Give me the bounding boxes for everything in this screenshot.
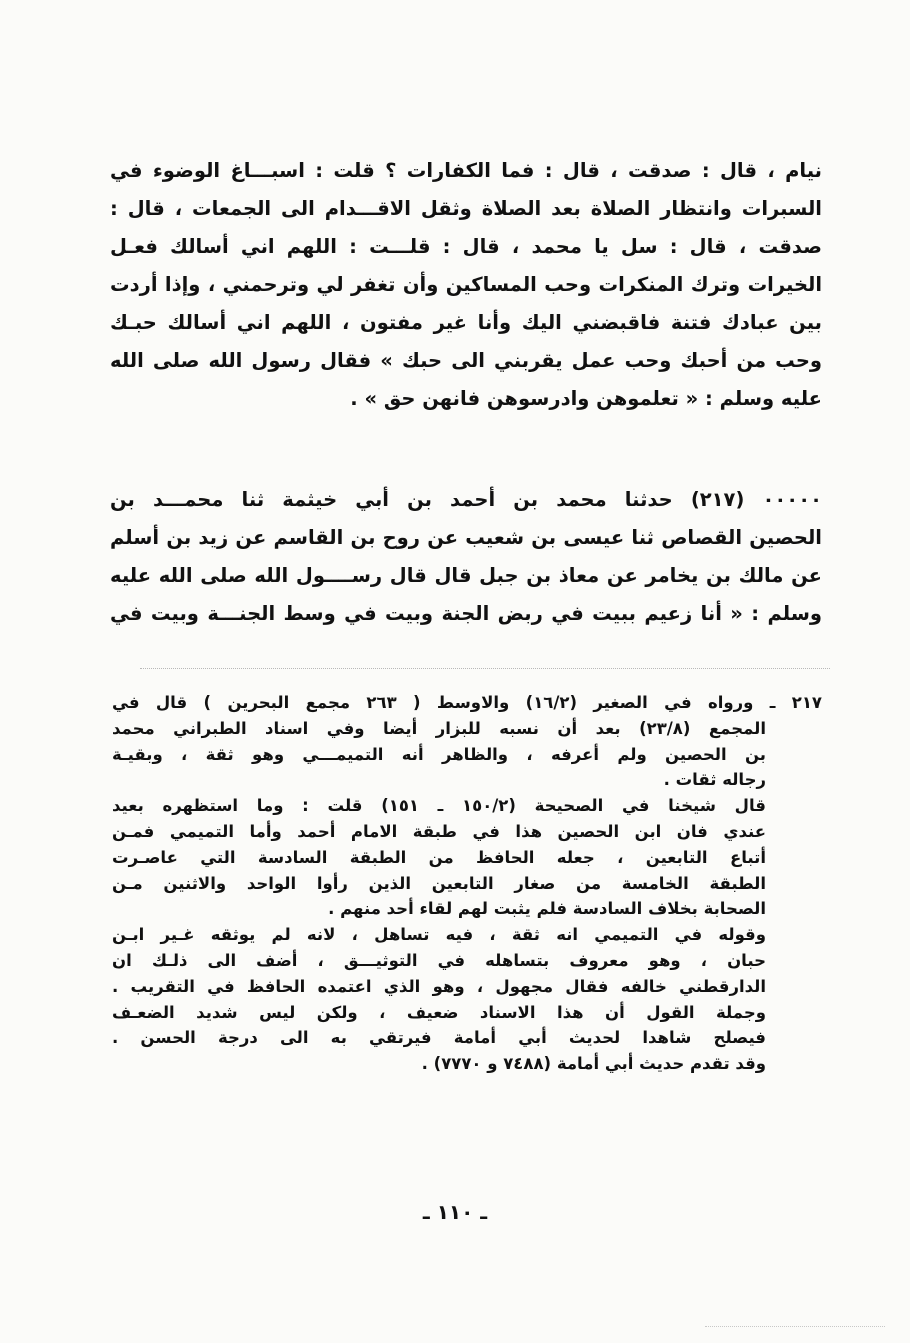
text-line: عليه وسلم : « تعلموهن وادرسوهن فانهن حق » . [350, 387, 822, 410]
text-line: نيام ، قال : صدقت ، قال : فما الكفارات ؟ قلت : اسبـــاغ الوضوء في [110, 159, 822, 182]
text-line: ٠٠٠٠٠ (٢١٧) حدثنا محمد بن أحمد بن أبي خيثمة ثنا محمـــد بن [110, 488, 822, 511]
footnote-line: وقد تقدم حديث أبي أمامة (٧٤٨٨ و ٧٧٧٠) . [421, 1054, 766, 1074]
text-line: السبرات وانتظار الصلاة بعد الصلاة وثقل الاقـــدام الى الجمعات ، قال : [110, 197, 822, 220]
footnote-line: الطبقة الخامسة من صغار التابعين الذين رأوا الواحد والاثنين مـن [112, 873, 766, 893]
footnote-line: ٢١٧ ـ ورواه في الصغير (١٦/٢) والاوسط ( ٢٦٣ مجمع البحرين ) قال في [112, 693, 822, 712]
hadith-paragraph-217 [110, 481, 822, 633]
footnote-line: المجمع (٢٣/٨) بعد أن نسبه للبزار أيضا وفي اسناد الطبراني محمد [112, 718, 766, 738]
footnote-line: فيصلح شاهدا لحديث أبي أمامة فيرتقي به الى درجة الحسن . [112, 1028, 766, 1048]
footnote-line: رجاله ثقات . [663, 770, 766, 790]
text-line: الحصين القصاص ثنا عيسى بن شعيب عن روح بن القاسم عن زيد بن أسلم [110, 526, 822, 549]
footnote-line: حبان ، وهو معروف بتساهله في التوثيـــق ، أضف الى ذلـك ان [112, 950, 766, 970]
text-line: عن مالك بن يخامر عن معاذ بن جبل قال قال رســــول الله صلى الله عليه [110, 564, 822, 587]
footnote-divider [140, 668, 830, 669]
text-line: الخيرات وترك المنكرات وحب المساكين وأن تغفر لي وترحمني ، وإذا أردت [110, 273, 822, 296]
footnote-line: وجملة القول أن هذا الاسناد ضعيف ، ولكن ليس شديد الضعـف [112, 1002, 766, 1022]
text-line: وسلم : « أنا زعيم ببيت في ربض الجنة وبيت في وسط الجنـــة وبيت في [110, 602, 822, 625]
hadith-paragraph-continuation [110, 152, 822, 418]
footnote-line: قال شيخنا في الصحيحة (١٥٠/٢ ـ ١٥١) قلت : وما استظهره بعيد [112, 796, 766, 816]
footnotes-section [112, 690, 822, 1077]
footnote-line: الصحابة بخلاف السادسة فلم يثبت لهم لقاء أحد منهم . [328, 899, 766, 919]
footnote-line: أتباع التابعين ، جعله الحافظ من الطبقة السادسة التي عاصـرت [112, 847, 766, 867]
text-line: صدقت ، قال : سل يا محمد ، قال : قلـــت : اللهم اني أسالك فعـل [110, 235, 822, 258]
scan-edge-mark [705, 1326, 885, 1327]
footnote-line: عندي فان ابن الحصين هذا في طبقة الامام أحمد وأما التميمي فمـن [112, 821, 766, 841]
footnote-line: بن الحصين ولم أعرفه ، والظاهر أنه التميمـــي وهو ثقة ، وبقيـة [112, 744, 766, 764]
footnote-line: الدارقطني خالفه فقال مجهول ، وهو الذي اعتمده الحافظ في التقريب . [112, 976, 766, 996]
footnote-line: وقوله في التميمي انه ثقة ، فيه تساهل ، لانه لم يوثقه غـير ابـن [112, 925, 766, 945]
text-line: وحب من أحبك وحب عمل يقربني الى حبك » فقال رسول الله صلى الله [110, 349, 822, 372]
page-number: ـ ١١٠ ـ [422, 1200, 488, 1224]
text-line: بين عبادك فتنة فاقبضني اليك وأنا غير مفتون ، اللهم اني أسالك حبـك [110, 311, 822, 334]
